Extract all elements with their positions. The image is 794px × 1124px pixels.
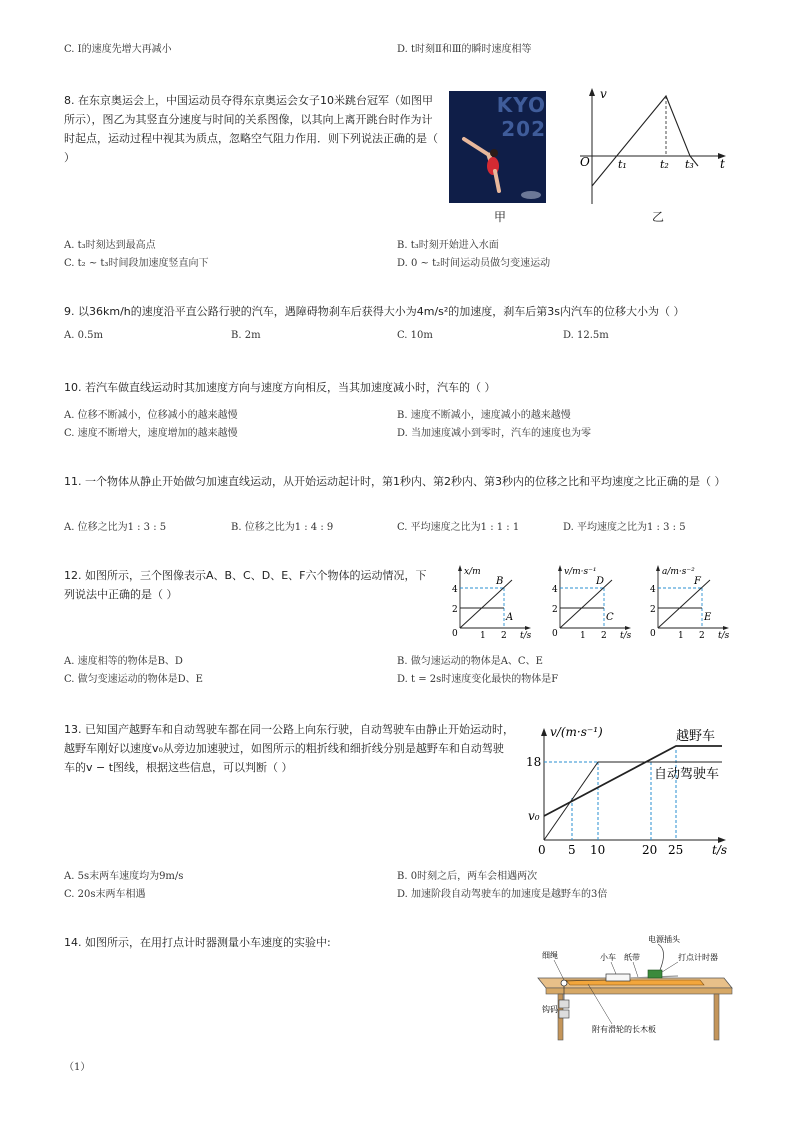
q12-g2-y4: 4 (552, 585, 558, 595)
q13-auto-label: 自动驾驶车 (654, 767, 720, 782)
q12-g3-y2: 2 (650, 605, 656, 615)
q9-option-b: B. 2m (231, 330, 261, 341)
question-10-text: 10. 若汽车做直线运动时其加速度方向与速度方向相反，当其加速度减小时，汽车的（ ） (64, 381, 496, 394)
q11-option-c: C. 平均速度之比为1 : 1 : 1 (397, 522, 520, 533)
q11-option-a: A. 位移之比为1 : 3 : 5 (64, 522, 167, 533)
q13-vt-graph (526, 718, 736, 860)
q13-option-b: B. 0时刻之后，两车会相遇两次 (397, 871, 538, 882)
q8-t3-label: t₃ (685, 158, 694, 171)
q13-x10: 10 (590, 843, 606, 857)
caption-yi: 乙 (652, 210, 665, 224)
q12-g3-upper: F (694, 576, 701, 587)
question-12-text: 12. 如图所示，三个图像表示A、B、C、D、E、F六个物体的运动情况，下列说法中正确的是（ ） (64, 569, 427, 601)
q12-g3-o: 0 (650, 629, 656, 639)
label-cart: 小车 (600, 953, 616, 962)
q10-option-b: B. 速度不断减小，速度减小的越来越慢 (397, 410, 571, 421)
q10-option-c: C. 速度不断增大，速度增加的越来越慢 (64, 428, 238, 439)
q13-x5: 5 (568, 843, 576, 857)
q12-option-c: C. 做匀变速运动的物体是D、E (64, 674, 203, 685)
q12-graph-row (444, 562, 734, 642)
weight-icon (559, 1000, 569, 1008)
q12-g2-x1: 1 (580, 631, 586, 641)
q9-option-c: C. 10m (397, 330, 433, 341)
q13-ylabel: v/(m·s⁻¹) (550, 725, 603, 739)
question-13-text: 13. 已知国产越野车和自动驾驶车都在同一公路上向东行驶，自动驾驶车由静止开始运动时，越野车刚好以速度v₀从旁边加速驶过，如图所示的粗折线和细折线分别是越野车和自动驾驶车的v − t图线，根据这些信息，可以判断（ ） (64, 723, 514, 774)
q12-g3-xlabel: t/s (718, 631, 730, 641)
q8-velocity-line (592, 96, 698, 186)
q12-g3-ylabel: a/m·s⁻² (662, 567, 695, 577)
question-11-text: 11. 一个物体从静止开始做匀加速直线运动，从开始运动起计时，第1秒内、第2秒内、第3秒内的位移之比和平均速度之比正确的是（ ） (64, 475, 726, 488)
option-c-prev: C. Ⅰ的速度先增大再减小 (64, 44, 172, 55)
q12-g2-lower: C (606, 612, 614, 623)
q12-g1-x2: 2 (501, 631, 507, 641)
timer-icon (648, 970, 662, 978)
question-14-text: 14. 如图所示，在用打点计时器测量小车速度的实验中: (64, 936, 331, 949)
q13-option-d: D. 加速阶段自动驾驶车的加速度是越野车的3倍 (397, 889, 608, 900)
q12-g1-x1: 1 (480, 631, 486, 641)
question-8-text: 8. 在东京奥运会上，中国运动员夺得东京奥运会女子10米跳台冠军（如图甲所示），图乙为其竖直分速度与时间的关系图像，以其向上离开跳台时作为计时起点，运动过程中视其为质点，忽略空气阻力作用．则下列说法正确的是（ ） (64, 94, 438, 164)
q8-origin-label: O (580, 155, 590, 169)
pulley-icon (561, 980, 567, 986)
q12-g2-o: 0 (552, 629, 558, 639)
q12-g1-y2: 2 (452, 605, 458, 615)
q12-g2-upper: D (596, 576, 605, 587)
q11-option-d: D. 平均速度之比为1 : 3 : 5 (563, 522, 686, 533)
q9-option-d: D. 12.5m (563, 330, 609, 341)
q13-x20: 20 (642, 843, 658, 857)
q10-option-a: A. 位移不断减小，位移减小的越来越慢 (64, 410, 238, 421)
label-plug: 电源插头 (648, 935, 680, 944)
q13-x25: 25 (668, 843, 684, 857)
q12-option-d: D. t = 2s时速度变化最快的物体是F (397, 674, 559, 685)
q12-g1-y4: 4 (452, 585, 458, 595)
q8-t-label: t (720, 157, 725, 171)
diver-photo (449, 91, 546, 203)
q8-vt-graph (570, 84, 740, 214)
q12-g2-y2: 2 (552, 605, 558, 615)
q8-option-d: D. 0 ~ t₂时间运动员做匀变速运动 (397, 258, 551, 269)
q12-g1-xlabel: t/s (520, 631, 532, 641)
q9-option-a: A. 0.5m (64, 330, 103, 341)
q13-option-c: C. 20s末两车相遇 (64, 889, 146, 900)
label-board: 附有滑轮的长木板 (592, 1025, 656, 1034)
q13-y18: 18 (526, 755, 542, 769)
table-leg (714, 994, 719, 1040)
q12-option-a: A. 速度相等的物体是B、D (64, 656, 183, 667)
q13-v0: v₀ (528, 809, 540, 823)
label-tape: 纸带 (624, 953, 640, 962)
q12-g3-x2: 2 (699, 631, 705, 641)
q8-t1-label: t₁ (618, 158, 627, 171)
q12-g2-x2: 2 (601, 631, 607, 641)
q12-option-b: B. 做匀速运动的物体是A、C、E (397, 656, 543, 667)
q12-g3-lower: E (704, 612, 712, 623)
q12-g1-upper: B (496, 576, 504, 587)
q12-g2-ylabel: v/m·s⁻¹ (564, 567, 597, 577)
q12-graph-a (650, 565, 730, 641)
label-timer: 打点计时器 (678, 953, 718, 962)
q14-subquestion-1: （1） (64, 1062, 91, 1073)
q12-graph-v (552, 565, 632, 641)
q11-option-b: B. 位移之比为1 : 4 : 9 (231, 522, 334, 533)
q13-offroad-label: 越野车 (676, 729, 716, 744)
q13-option-a: A. 5s末两车速度均为9m/s (64, 871, 184, 882)
q10-option-d: D. 当加速度减小到零时，汽车的速度也为零 (397, 428, 592, 439)
caption-jia: 甲 (494, 210, 507, 224)
q12-g1-ylabel: x/m (464, 567, 481, 577)
q12-g3-x1: 1 (678, 631, 684, 641)
q13-origin: 0 (538, 843, 546, 857)
q8-v-label: v (600, 87, 607, 101)
q8-t2-label: t₂ (660, 158, 669, 171)
q12-g2-xlabel: t/s (620, 631, 632, 641)
q12-graph-x (452, 565, 532, 641)
option-d-prev: D. t时刻Ⅱ和Ⅲ的瞬时速度相等 (397, 44, 532, 55)
q12-g1-o: 0 (452, 629, 458, 639)
question-9-text: 9. 以36km/h的速度沿平直公路行驶的汽车，遇障碍物刹车后获得大小为4m/s²的加速度，刹车后第3s内汽车的位移大小为（ ） (64, 305, 685, 318)
q12-g1-lower: A (506, 612, 514, 623)
q8-option-a: A. t₃时刻达到最高点 (64, 240, 156, 251)
q8-option-c: C. t₂ ~ t₃时间段加速度竖直向下 (64, 258, 209, 269)
label-rope: 细绳 (542, 951, 558, 960)
photo-banner-text: KYO 202 (496, 93, 546, 141)
q14-apparatus-figure (528, 930, 734, 1046)
label-weight: 钩码 (542, 1005, 558, 1014)
q8-option-b: B. t₃时刻开始进入水面 (397, 240, 499, 251)
q13-xlabel: t/s (712, 843, 728, 857)
q12-g3-y4: 4 (650, 585, 656, 595)
cart-icon (606, 974, 630, 981)
